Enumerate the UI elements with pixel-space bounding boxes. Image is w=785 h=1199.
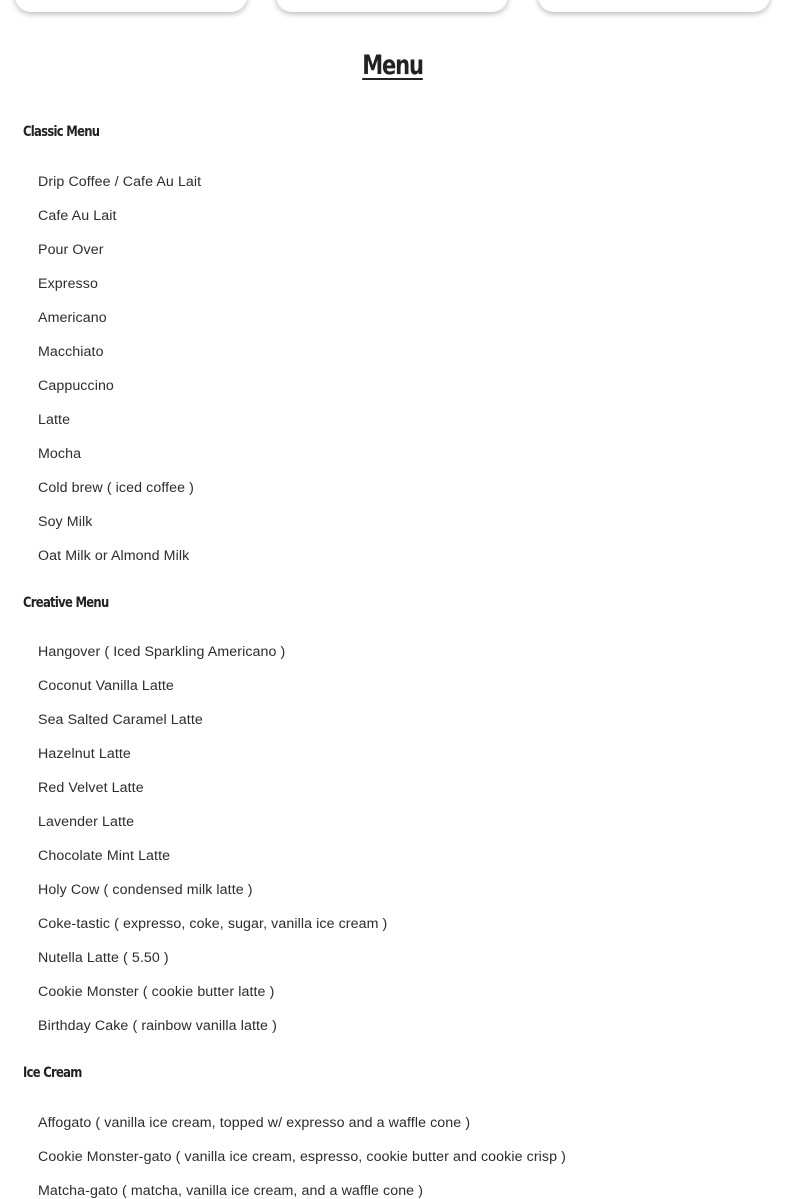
menu-item: Affogato ( vanilla ice cream, topped w/ expresso and a waffle cone )	[38, 1115, 471, 1131]
menu-item: Latte	[38, 412, 71, 428]
menu-item: Sea Salted Caramel Latte	[38, 712, 203, 728]
menu-item: Coconut Vanilla Latte	[38, 678, 174, 694]
menu-item: Cappuccino	[38, 378, 114, 394]
menu-item: Soy Milk	[38, 514, 93, 530]
menu-item: Chocolate Mint Latte	[38, 848, 171, 864]
menu-item: Mocha	[38, 446, 82, 462]
menu-item: Nutella Latte ( 5.50 )	[38, 950, 169, 966]
section-title-classic: Classic Menu	[23, 124, 100, 140]
menu-item: Cafe Au Lait	[38, 208, 117, 224]
menu-item: Drip Coffee / Cafe Au Lait	[38, 174, 202, 190]
menu-item: Oat Milk or Almond Milk	[38, 548, 190, 564]
section-title-creative: Creative Menu	[23, 595, 109, 611]
menu-item: Expresso	[38, 276, 98, 292]
menu-item: Macchiato	[38, 344, 104, 360]
menu-item: Coke-tastic ( expresso, coke, sugar, vanilla ice cream )	[38, 916, 388, 932]
menu-item: Cookie Monster ( cookie butter latte )	[38, 984, 275, 1000]
menu-item: Hazelnut Latte	[38, 746, 131, 762]
card[interactable]	[538, 0, 770, 12]
menu-item: Americano	[38, 310, 107, 326]
menu-item: Birthday Cake ( rainbow vanilla latte )	[38, 1018, 277, 1034]
card-strip	[0, 0, 785, 14]
card[interactable]	[15, 0, 247, 12]
menu-item: Lavender Latte	[38, 814, 135, 830]
menu-item: Red Velvet Latte	[38, 780, 144, 796]
page-title: Menu	[362, 50, 423, 81]
menu-item: Matcha-gato ( matcha, vanilla ice cream, and a waffle cone )	[38, 1183, 424, 1199]
menu-item: Hangover ( Iced Sparkling Americano )	[38, 644, 286, 660]
section-title-ice-cream: Ice Cream	[23, 1065, 82, 1081]
menu-item: Cold brew ( iced coffee )	[38, 480, 195, 496]
menu-item: Holy Cow ( condensed milk latte )	[38, 882, 253, 898]
card[interactable]	[276, 0, 508, 12]
menu-item: Pour Over	[38, 242, 104, 258]
menu-item: Cookie Monster-gato ( vanilla ice cream, espresso, cookie butter and cookie crisp )	[38, 1149, 566, 1165]
